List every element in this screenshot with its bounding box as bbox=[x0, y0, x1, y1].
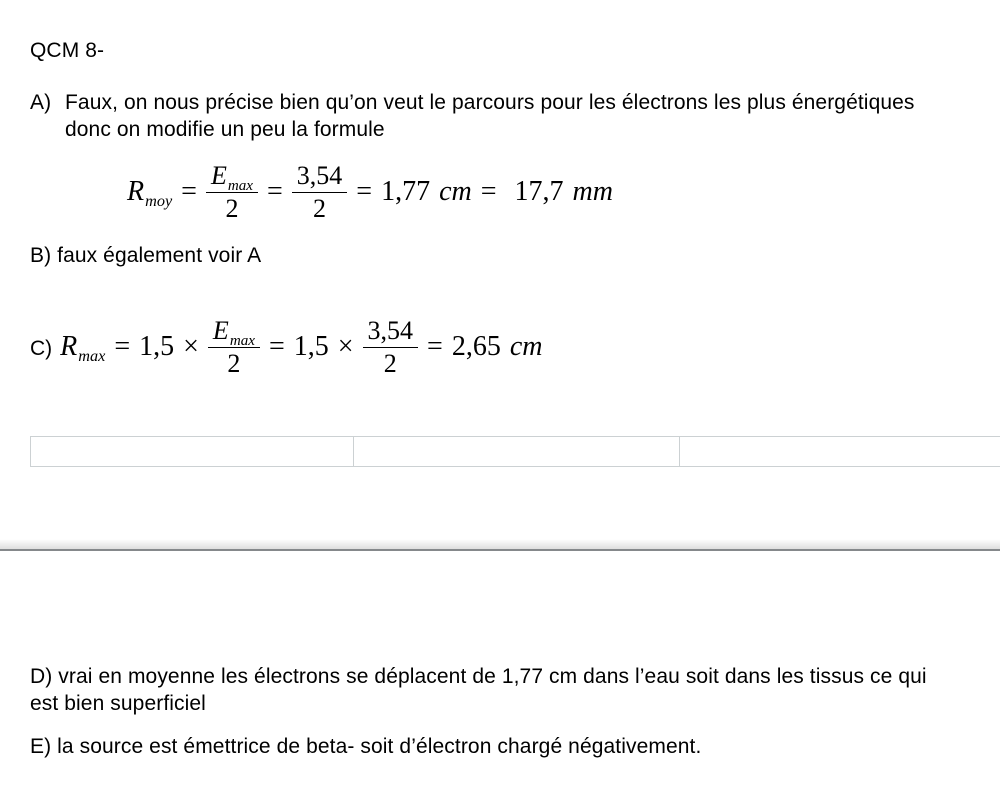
equals-sign: = bbox=[181, 176, 197, 207]
unit-cm: cm bbox=[509, 331, 543, 362]
table-cell[interactable] bbox=[354, 437, 680, 466]
var-e: E bbox=[210, 160, 227, 190]
answer-d bbox=[30, 663, 927, 717]
multiply-sign: × bbox=[337, 331, 354, 362]
answer-a-line1: Faux, on nous précise bien qu’on veut le parcours pour les électrons les plus énergétiques bbox=[65, 91, 915, 114]
answer-a-line2: donc on modifie un peu la formule bbox=[65, 118, 385, 141]
fraction-denominator: 2 bbox=[206, 192, 258, 223]
var-r: R bbox=[60, 331, 78, 362]
equals-sign: = bbox=[266, 176, 283, 207]
fraction-354-over-2 bbox=[363, 316, 419, 378]
equals-sign: = bbox=[114, 331, 131, 362]
fraction-denominator: 2 bbox=[363, 347, 419, 378]
result-cm: 1,77 bbox=[381, 176, 431, 207]
answer-b: B) faux également voir A bbox=[30, 244, 262, 267]
multiply-sign: × bbox=[183, 331, 199, 362]
formula-rmoy-lhs bbox=[127, 176, 173, 211]
formula-rmoy bbox=[127, 159, 613, 225]
fraction-denominator: 2 bbox=[208, 347, 260, 378]
table-cell[interactable] bbox=[680, 437, 1000, 466]
var-r: R bbox=[127, 176, 145, 207]
table-cell[interactable] bbox=[31, 437, 354, 466]
answer-e: E) la source est émettrice de beta- soit d’électron chargé négativement. bbox=[30, 735, 702, 758]
unit-mm: mm bbox=[572, 176, 613, 207]
result-cm: 2,65 bbox=[451, 331, 501, 362]
fraction-354-over-2 bbox=[292, 161, 348, 223]
equals-sign: = bbox=[268, 331, 285, 362]
answer-a-label: A) bbox=[30, 91, 52, 114]
fraction-numerator bbox=[206, 161, 258, 192]
fraction-numerator bbox=[208, 316, 260, 347]
equals-sign: = bbox=[427, 331, 443, 362]
equals-sign: = bbox=[480, 176, 497, 207]
empty-table bbox=[30, 436, 1000, 467]
answer-c-label: C) bbox=[30, 337, 53, 360]
page-break-line bbox=[0, 549, 1000, 551]
fraction-emax-over-2 bbox=[208, 316, 260, 378]
equals-sign: = bbox=[356, 176, 373, 207]
sub-max: max bbox=[227, 177, 253, 194]
answer-a bbox=[30, 89, 915, 143]
formula-rmax-lhs bbox=[60, 331, 106, 366]
answer-d-line2: est bien superficiel bbox=[30, 692, 206, 715]
result-mm: 17,7 bbox=[514, 176, 564, 207]
coefficient: 1,5 bbox=[139, 331, 175, 362]
formula-rmax bbox=[30, 312, 542, 382]
fraction-denominator: 2 bbox=[292, 192, 348, 223]
fraction-emax-over-2 bbox=[206, 161, 258, 223]
var-e: E bbox=[212, 315, 229, 345]
page-bottom-shadow bbox=[0, 539, 1000, 549]
sub-max: max bbox=[78, 347, 106, 366]
answer-a-text bbox=[65, 89, 915, 143]
sub-max: max bbox=[229, 332, 255, 349]
fraction-numerator: 3,54 bbox=[367, 315, 414, 345]
unit-cm: cm bbox=[439, 176, 472, 207]
coefficient: 1,5 bbox=[293, 331, 329, 362]
qcm-title: QCM 8- bbox=[30, 39, 105, 62]
sub-moy: moy bbox=[145, 192, 173, 211]
fraction-numerator: 3,54 bbox=[296, 160, 343, 190]
answer-d-line1: D) vrai en moyenne les électrons se déplacent de 1,77 cm dans l’eau soit dans les tissus ce qui bbox=[30, 665, 927, 688]
